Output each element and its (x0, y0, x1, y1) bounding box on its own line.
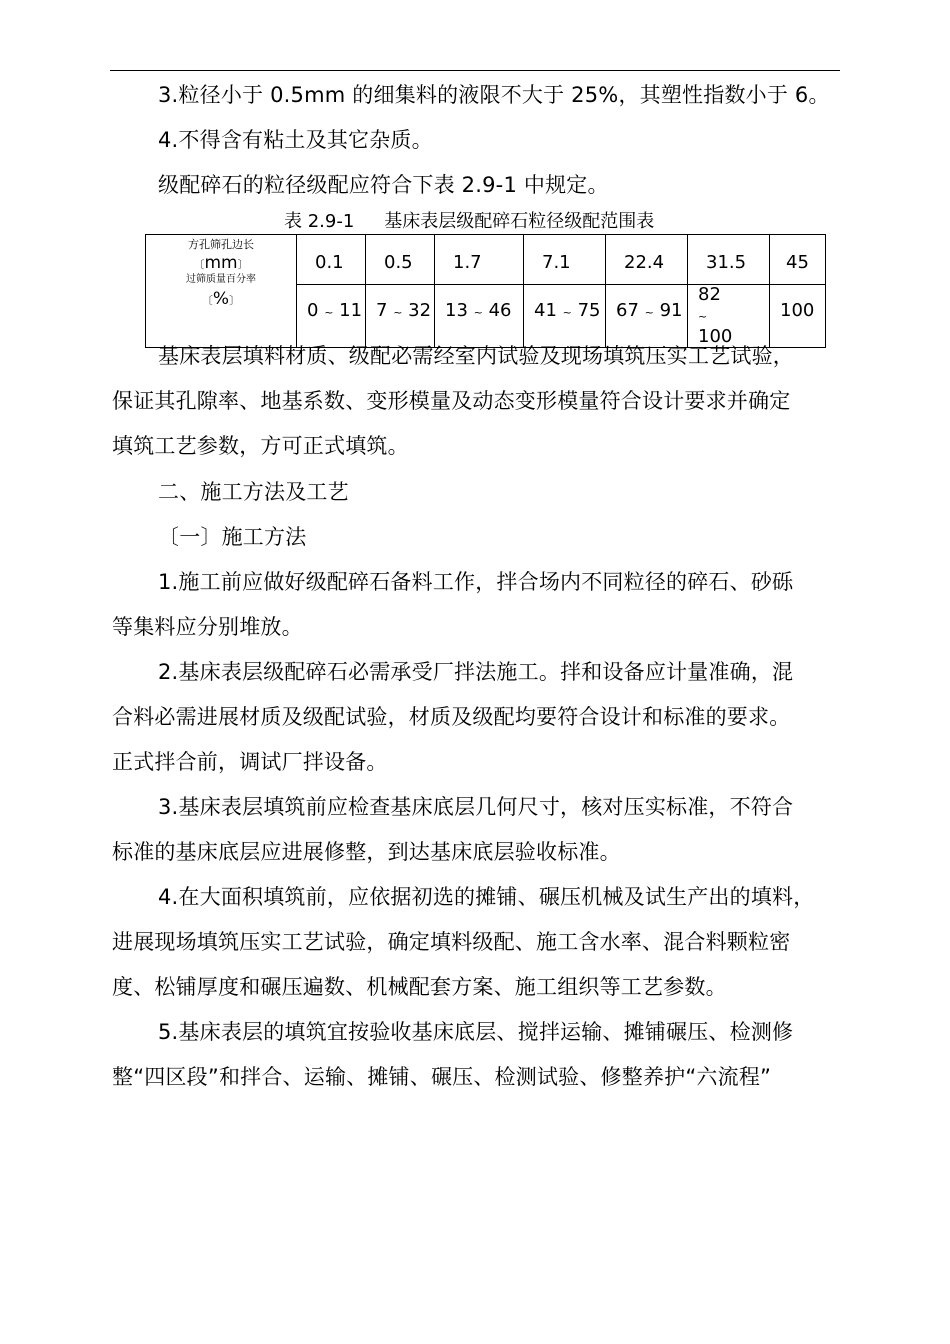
header-pass-unit: 〔%〕 (201, 289, 241, 309)
pass-range-cell: 13 ~ 46 (435, 285, 524, 348)
header-sieve-label: 方孔筛孔边长 (188, 238, 254, 251)
table-caption-number: 表 2.9-1 (284, 211, 355, 232)
pass-range-cell: 0 ~ 11 (297, 285, 366, 348)
paragraph: 级配碎石的粒径级配应符合下表 2.9-1 中规定。 (158, 173, 609, 197)
subsection-heading: 〔一〕施工方法 (158, 525, 307, 549)
pass-range-cell: 7 ~ 32 (366, 285, 435, 348)
paragraph: 4.在大面积填筑前，应依据初选的摊铺、碾压机械及试生产出的填料， (158, 885, 815, 909)
header-sieve-unit: 〔mm〕 (193, 253, 249, 273)
sieve-size-cell: 1.7 (435, 235, 524, 285)
paragraph: 3.粒径小于 0.5mm 的细集料的液限不大于 25%，其塑性指数小于 6。 (158, 83, 830, 107)
sieve-size-cell: 0.1 (297, 235, 366, 285)
paragraph: 进展现场填筑压实工艺试验，确定填料级配、施工含水率、混合料颗粒密 (112, 930, 791, 954)
paragraph: 度、松铺厚度和碾压遍数、机械配套方案、施工组织等工艺参数。 (112, 975, 727, 999)
paragraph: 4.不得含有粘土及其它杂质。 (158, 128, 433, 152)
table-header-cell (146, 235, 297, 348)
sieve-size-cell: 0.5 (366, 235, 435, 285)
paragraph: 保证其孔隙率、地基系数、变形模量及动态变形模量符合设计要求并确定 (112, 389, 791, 413)
paragraph: 标准的基床底层应进展修整，到达基床底层验收标准。 (112, 840, 621, 864)
table-caption-title: 基床表层级配碎石粒径级配范围表 (384, 211, 655, 232)
sieve-size-cell: 7.1 (524, 235, 606, 285)
paragraph: 2.基床表层级配碎石必需承受厂拌法施工。拌和设备应计量准确，混 (158, 660, 794, 684)
sieve-size-cell: 31.5 (688, 235, 770, 285)
paragraph: 3.基床表层填筑前应检查基床底层几何尺寸，核对压实标准，不符合 (158, 795, 794, 819)
paragraph: 基床表层填料材质、级配必需经室内试验及现场填筑压实工艺试验， (158, 344, 794, 368)
paragraph: 1.施工前应做好级配碎石备料工作，拌合场内不同粒径的碎石、砂砾 (158, 570, 794, 594)
header-pass-label: 过筛质量百分率 (186, 274, 256, 285)
paragraph: 等集料应分别堆放。 (112, 615, 303, 639)
table-caption (284, 211, 654, 233)
header-rule (110, 70, 840, 71)
grading-table (145, 234, 826, 348)
pass-range-cell: 41 ~ 75 (524, 285, 606, 348)
section-heading: 二、施工方法及工艺 (158, 480, 349, 504)
paragraph: 合料必需进展材质及级配试验，材质及级配均要符合设计和标准的要求。 (112, 705, 791, 729)
pass-range-cell: 82 ~ 100 (688, 285, 770, 348)
sieve-size-cell: 22.4 (606, 235, 688, 285)
pass-range-cell: 100 (770, 285, 826, 348)
paragraph: 整“四区段”和拌合、运输、摊铺、碾压、检测试验、修整养护“六流程” (112, 1065, 772, 1089)
paragraph: 正式拌合前，调试厂拌设备。 (112, 750, 388, 774)
sieve-size-cell: 45 (770, 235, 826, 285)
paragraph: 5.基床表层的填筑宜按验收基床底层、搅拌运输、摊铺碾压、检测修 (158, 1020, 794, 1044)
pass-range-cell: 67 ~ 91 (606, 285, 688, 348)
paragraph: 填筑工艺参数，方可正式填筑。 (112, 434, 409, 458)
